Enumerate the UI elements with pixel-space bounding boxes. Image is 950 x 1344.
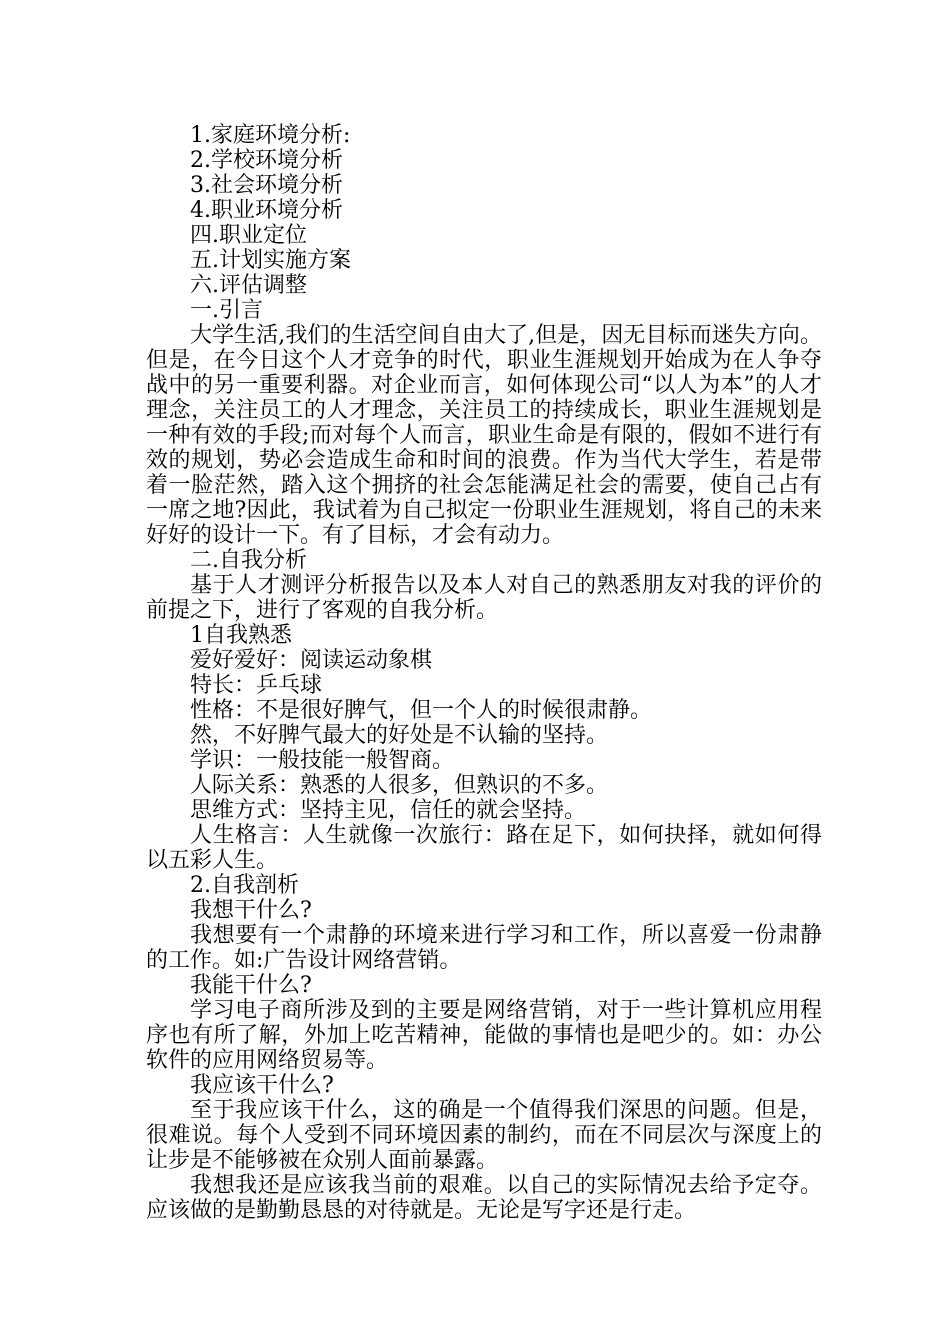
life-motto-paragraph: 人生格言：人生就像一次旅行：路在足下，如何抉择，就如何得以五彩人生。 <box>146 823 822 873</box>
section-item-career-environment: 4.职业环境分析 <box>190 198 343 223</box>
section-item-social-environment: 3.社会环境分析 <box>190 173 343 198</box>
knowledge-line: 学识：一般技能一般智商。 <box>190 748 455 773</box>
section-heading-introduction: 一.引言 <box>190 298 263 323</box>
section-heading-evaluation: 六.评估调整 <box>190 273 307 298</box>
relationships-line: 人际关系：熟悉的人很多，但熟识的不多。 <box>190 773 609 798</box>
specialty-line: 特长：乒乓球 <box>190 673 323 698</box>
section-item-family-environment: 1.家庭环境分析: <box>190 123 351 148</box>
personality-continued-line: 然，不好脾气最大的好处是不认输的坚持。 <box>190 723 609 748</box>
section-heading-career-positioning: 四.职业定位 <box>190 223 307 248</box>
answer-what-to-do: 我想要有一个肃静的环境来进行学习和工作，所以喜爱一份肃静的工作。如:广告设计网络营销。 <box>146 923 822 973</box>
thinking-style-line: 思维方式：坚持主见，信任的就会坚持。 <box>190 798 587 823</box>
question-what-can-do: 我能干什么? <box>190 973 312 998</box>
personality-line: 性格：不是很好脾气，但一个人的时候很肃静。 <box>190 698 653 723</box>
self-analysis-paragraph: 基于人才测评分析报告以及本人对自己的熟悉朋友对我的评价的前提之下，进行了客观的自我分析。 <box>146 573 822 623</box>
section-heading-implementation-plan: 五.计划实施方案 <box>190 248 351 273</box>
answer-what-should-do: 至于我应该干什么，这的确是一个值得我们深思的问题。但是，很难说。每个人受到不同环境因素的制约，而在不同层次与深度上的让步是不能够被在众别人面前暴露。 <box>146 1098 822 1173</box>
subheading-self-dissection: 2.自我剖析 <box>190 873 299 898</box>
introduction-paragraph: 大学生活,我们的生活空间自由大了,但是，因无目标而迷失方向。但是，在今日这个人才竞争的时代，职业生涯规划开始成为在人争夺战中的另一重要利器。对企业而言，如何体现公司“以人为本”的人才理念，关注员工的人才理念，关注员工的持续成长，职业生涯规划是一种有效的手段;而对每个人而言，职业生命是有限的，假如不进行有效的规划，势必会造成生命和时间的浪费。作为当代大学生，若是带着一脸茫然，踏入这个拥挤的社会怎能满足社会的需要，使自己占有一席之地?因此，我试着为自己拟定一份职业生涯规划，将自己的未来好好的设计一下。有了目标，才会有动力。 <box>146 323 822 548</box>
answer-what-can-do: 学习电子商所涉及到的主要是网络营销，对于一些计算机应用程序也有所了解，外加上吃苦精神，能做的事情也是吧少的。如：办公软件的应用网络贸易等。 <box>146 998 822 1073</box>
hobbies-line: 爱好爱好：阅读运动象棋 <box>190 648 433 673</box>
section-item-school-environment: 2.学校环境分析 <box>190 148 343 173</box>
document-page <box>146 123 822 1223</box>
question-what-to-do: 我想干什么? <box>190 898 312 923</box>
closing-paragraph: 我想我还是应该我当前的艰难。以自己的实际情况去给予定夺。应该做的是勤勤恳恳的对待就是。无论是写字还是行走。 <box>146 1173 822 1223</box>
subheading-self-knowledge: 1自我熟悉 <box>190 623 292 648</box>
section-heading-self-analysis: 二.自我分析 <box>190 548 307 573</box>
question-what-should-do: 我应该干什么? <box>190 1073 334 1098</box>
